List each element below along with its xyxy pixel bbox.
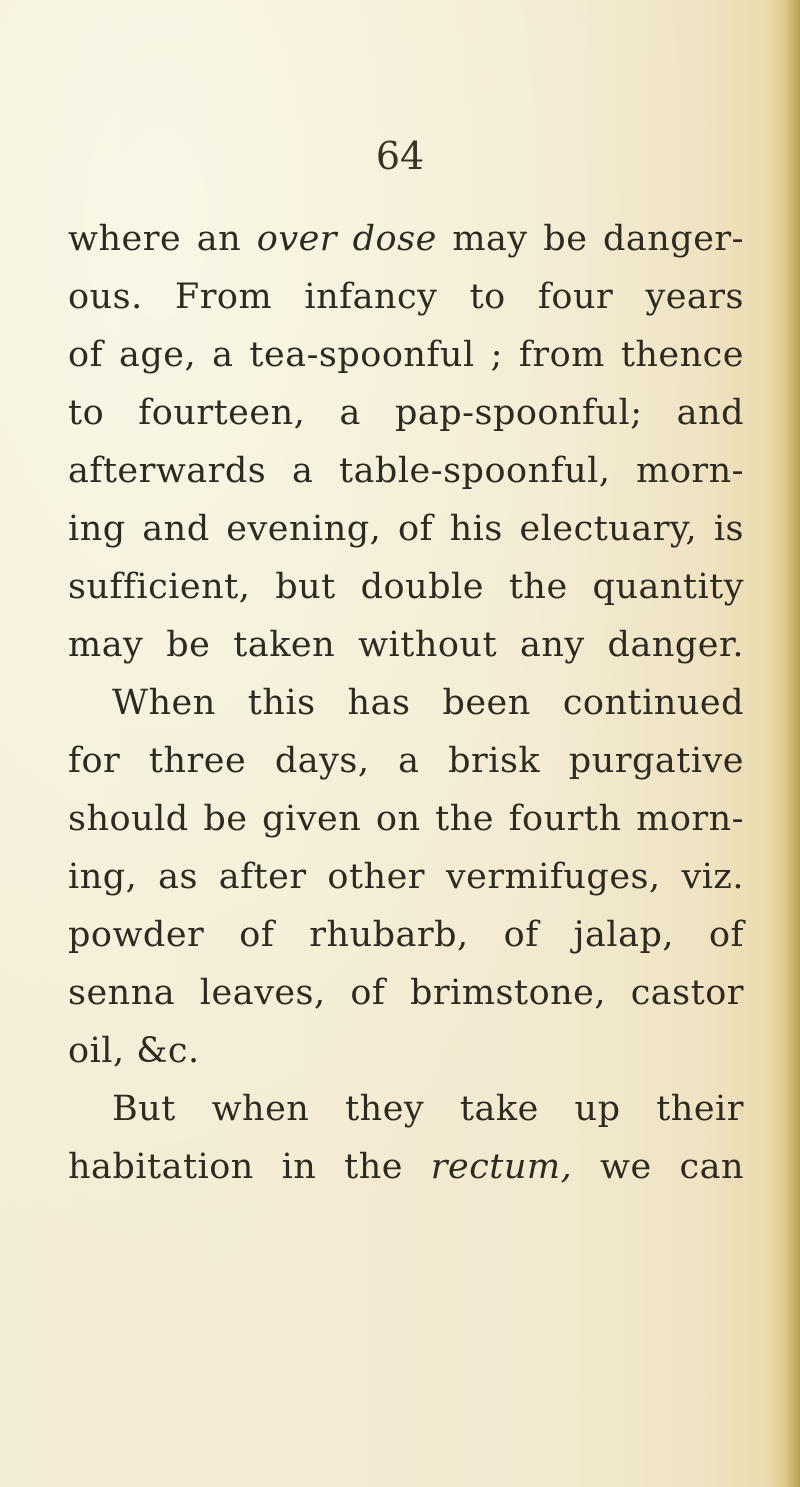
text-line-1 (68, 212, 744, 266)
text-line-13: powder of rhubarb, of jalap, of (68, 915, 744, 955)
italic-word-rectum: rectum, (430, 1147, 573, 1187)
text-line-6: ing and evening, of his electuary, is (68, 509, 744, 549)
text-line-7: sufficient, but double the quantity (68, 567, 744, 607)
text-segment: habitation in the (68, 1147, 431, 1187)
text-line-9: When this has been continued (112, 683, 744, 723)
text-line-16: But when they take up their (112, 1089, 744, 1129)
text-line-3: of age, a tea-spoonful ; from thence (68, 335, 744, 375)
text-line-12: ing, as after other vermifuges, viz. (68, 857, 744, 897)
text-line-10: for three days, a brisk purgative (68, 741, 744, 781)
text-segment: may be danger- (436, 219, 744, 259)
text-segment: where an (68, 219, 257, 259)
italic-phrase-over-dose: over dose (256, 219, 437, 259)
page-edge-stain (768, 0, 800, 1487)
text-line-11: should be given on the fourth morn- (68, 799, 744, 839)
text-line-17 (68, 1140, 744, 1194)
text-line-5: afterwards a table-spoonful, morn- (68, 451, 744, 491)
text-segment: we can (572, 1147, 744, 1187)
text-line-4: to fourteen, a pap-spoonful; and (68, 393, 744, 433)
text-line-2: ous. From infancy to four years (68, 277, 744, 317)
text-line-15: oil, &c. (68, 1031, 200, 1071)
text-line-14: senna leaves, of brimstone, castor (68, 973, 744, 1013)
text-line-8: may be taken without any danger. (68, 625, 744, 665)
page-number: 64 (375, 134, 425, 178)
